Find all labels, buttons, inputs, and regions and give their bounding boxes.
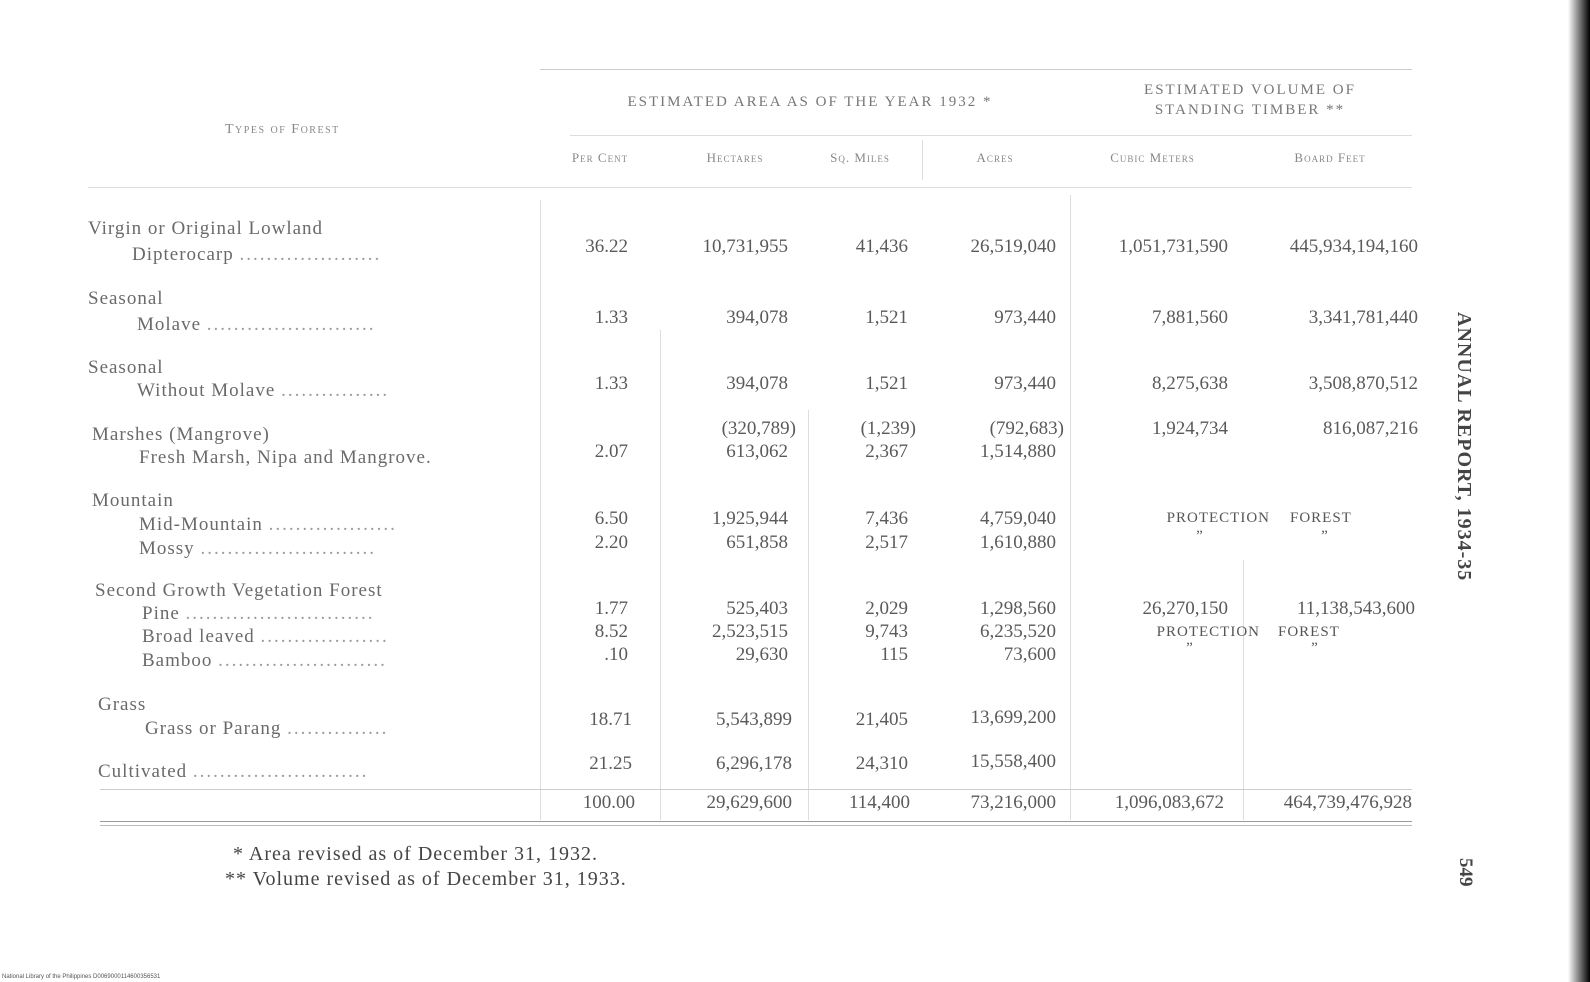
row-sublabel-text: Without Molave <box>137 380 276 401</box>
row-sublabel-text: Molave <box>137 314 202 335</box>
page-number: 549 <box>1455 858 1476 887</box>
cell-board-feet: 11,138,543,600 <box>1296 598 1415 619</box>
cell-board-feet-forest: FOREST <box>1290 510 1352 526</box>
cell-hectares: 651,858 <box>726 532 788 553</box>
cell-hectares: 1,925,944 <box>712 508 788 529</box>
cell-acres: 1,298,560 <box>980 598 1056 619</box>
row-label-grass: Grass <box>98 694 147 715</box>
scan-credit: National Library of the Philippines D0069000114600356531 <box>2 974 161 980</box>
cell-per-cent: 2.07 <box>594 441 628 462</box>
cell-board-feet-forest: FOREST <box>1278 624 1340 640</box>
cell-hectares: 394,078 <box>726 307 788 328</box>
cell-sq-miles: 41,436 <box>855 236 908 257</box>
cell-acres: 15,558,400 <box>970 751 1056 772</box>
cell-hectares: 613,062 <box>726 441 788 462</box>
total-per-cent: 100.00 <box>582 792 635 813</box>
cell-sq-miles: 115 <box>880 644 908 665</box>
cell-sq-miles: 9,743 <box>865 621 908 642</box>
cell-acres: 26,519,040 <box>970 236 1056 257</box>
cell-sq-miles: 24,310 <box>855 753 908 774</box>
cell-acres: 73,600 <box>1003 644 1056 665</box>
cell-per-cent: 1.77 <box>594 598 628 619</box>
cell-board-feet: 3,508,870,512 <box>1308 373 1418 394</box>
area-group-header: ESTIMATED AREA AS OF THE YEAR 1932 * <box>627 94 993 110</box>
cell-cubic-meters-ditto: ” <box>1186 640 1194 656</box>
header-divider <box>570 135 1412 136</box>
cell-acres: 13,699,200 <box>970 707 1056 728</box>
cell-cubic-meters: 26,270,150 <box>1142 598 1228 619</box>
cell-per-cent: 6.50 <box>594 508 628 529</box>
row-sublabel-molave: Molave ......................... <box>137 314 376 335</box>
row-label-second-growth: Second Growth Vegetation Forest <box>95 580 383 601</box>
row-sublabel-text: Dipterocarp <box>132 244 234 265</box>
cell-acres-paren: (792,683) <box>989 418 1064 439</box>
row-sublabel-text: Bamboo <box>142 650 213 671</box>
row-sublabel-mid-mountain: Mid-Mountain ................... <box>139 514 397 535</box>
row-sublabel-without-molave: Without Molave ................ <box>137 380 390 401</box>
row-label-marshes: Marshes (Mangrove) <box>92 424 270 445</box>
totals-rule <box>100 789 1412 790</box>
column-divider <box>540 200 541 820</box>
bottom-rule-double <box>100 825 1412 826</box>
total-hectares: 29,629,600 <box>706 792 792 813</box>
cell-hectares: 2,523,515 <box>712 621 788 642</box>
cell-board-feet-ditto: ” <box>1321 528 1329 544</box>
cell-hectares: 29,630 <box>735 644 788 665</box>
header-bottom-rule <box>88 187 1412 188</box>
column-divider <box>922 140 923 180</box>
column-divider <box>808 410 809 820</box>
row-sublabel-text: Mossy <box>139 538 195 559</box>
col-header-sq-miles: Sq. Miles <box>830 150 890 165</box>
row-sublabel-text: Grass or Parang <box>145 718 282 739</box>
cell-sq-miles: 2,517 <box>865 532 908 553</box>
row-label-mountain: Mountain <box>92 490 174 511</box>
volume-group-header-line1: ESTIMATED VOLUME OF <box>1144 82 1356 98</box>
row-sublabel-dipterocarp: Dipterocarp ..................... <box>132 244 382 265</box>
col-header-hectares: Hectares <box>706 150 764 165</box>
cell-per-cent: 1.33 <box>594 307 628 328</box>
cell-acres: 1,610,880 <box>980 532 1056 553</box>
cell-board-feet: 3,341,781,440 <box>1308 307 1418 328</box>
cell-acres: 973,440 <box>994 373 1056 394</box>
row-label-text: Cultivated <box>98 761 188 782</box>
total-board-feet: 464,739,476,928 <box>1283 792 1412 813</box>
total-cubic-meters: 1,096,083,672 <box>1114 792 1224 813</box>
row-label-cultivated: Cultivated .......................... <box>98 761 369 782</box>
col-header-per-cent: Per Cent <box>571 150 629 165</box>
col-header-cubic-meters: Cubic Meters <box>1110 150 1195 165</box>
cell-sq-miles: 7,436 <box>865 508 908 529</box>
cell-per-cent: 18.71 <box>589 709 632 730</box>
cell-per-cent: 2.20 <box>594 532 628 553</box>
cell-cubic-meters-ditto: ” <box>1196 528 1204 544</box>
column-divider <box>1070 195 1071 820</box>
footnote-area: * Area revised as of December 31, 1932. <box>233 843 598 865</box>
cell-per-cent: 21.25 <box>589 753 632 774</box>
cell-hectares: 6,296,178 <box>716 753 792 774</box>
cell-sq-miles: 2,367 <box>865 441 908 462</box>
bottom-rule <box>100 821 1412 822</box>
cell-sq-miles: 2,029 <box>865 598 908 619</box>
cell-cubic-meters-protection: PROTECTION <box>1156 624 1260 640</box>
cell-per-cent: 36.22 <box>585 236 628 257</box>
cell-acres: 1,514,880 <box>980 441 1056 462</box>
cell-cubic-meters: 1,924,734 <box>1152 418 1228 439</box>
cell-board-feet: 445,934,194,160 <box>1289 236 1418 257</box>
row-sublabel-pine: Pine ............................ <box>142 603 375 624</box>
cell-hectares: 10,731,955 <box>702 236 788 257</box>
cell-sq-miles: 1,521 <box>865 307 908 328</box>
row-sublabel-fresh-marsh: Fresh Marsh, Nipa and Mangrove. <box>139 447 432 468</box>
col-header-acres: Acres <box>976 150 1014 165</box>
row-label-seasonal: Seasonal <box>88 357 164 378</box>
row-sublabel-mossy: Mossy .......................... <box>139 538 376 559</box>
cell-cubic-meters: 1,051,731,590 <box>1118 236 1228 257</box>
volume-group-header-line2: STANDING TIMBER ** <box>1154 102 1346 118</box>
cell-per-cent: 8.52 <box>594 621 628 642</box>
running-title: ANNUAL REPORT, 1934-35 <box>1453 312 1475 582</box>
row-sublabel-broad-leaved: Broad leaved ................... <box>142 626 389 647</box>
cell-cubic-meters-protection: PROTECTION <box>1166 510 1270 526</box>
cell-hectares: 525,403 <box>726 598 788 619</box>
cell-per-cent: 1.33 <box>594 373 628 394</box>
cell-acres: 6,235,520 <box>980 621 1056 642</box>
cell-cubic-meters: 7,881,560 <box>1152 307 1228 328</box>
cell-sq-miles: 1,521 <box>865 373 908 394</box>
footnote-volume: ** Volume revised as of December 31, 1933. <box>225 868 627 890</box>
column-divider <box>660 330 661 820</box>
cell-per-cent: .10 <box>604 644 628 665</box>
row-sublabel-grass-or-parang: Grass or Parang ............... <box>145 718 389 739</box>
column-divider <box>1243 560 1244 820</box>
total-acres: 73,216,000 <box>970 792 1056 813</box>
cell-cubic-meters: 8,275,638 <box>1152 373 1228 394</box>
page-edge-shadow <box>1568 0 1590 982</box>
cell-sq-miles: 21,405 <box>855 709 908 730</box>
cell-sq-miles-paren: (1,239) <box>860 418 916 439</box>
total-sq-miles: 114,400 <box>848 792 910 813</box>
col-header-board-feet: Board Feet <box>1294 150 1366 165</box>
row-sublabel-text: Pine <box>142 603 180 624</box>
row-sublabel-text: Mid-Mountain <box>139 514 263 535</box>
cell-board-feet-ditto: ” <box>1311 640 1319 656</box>
top-rule <box>540 69 1412 70</box>
cell-hectares: 5,543,899 <box>716 709 792 730</box>
row-label-virgin: Virgin or Original Lowland <box>88 218 324 239</box>
row-sublabel-text: Broad leaved <box>142 626 255 647</box>
row-label-seasonal: Seasonal <box>88 288 164 309</box>
cell-hectares: 394,078 <box>726 373 788 394</box>
cell-hectares-paren: (320,789) <box>721 418 796 439</box>
row-sublabel-bamboo: Bamboo ......................... <box>142 650 387 671</box>
types-of-forest-header: Types of Forest <box>225 122 340 137</box>
cell-board-feet: 816,087,216 <box>1323 418 1418 439</box>
cell-acres: 973,440 <box>994 307 1056 328</box>
cell-acres: 4,759,040 <box>980 508 1056 529</box>
